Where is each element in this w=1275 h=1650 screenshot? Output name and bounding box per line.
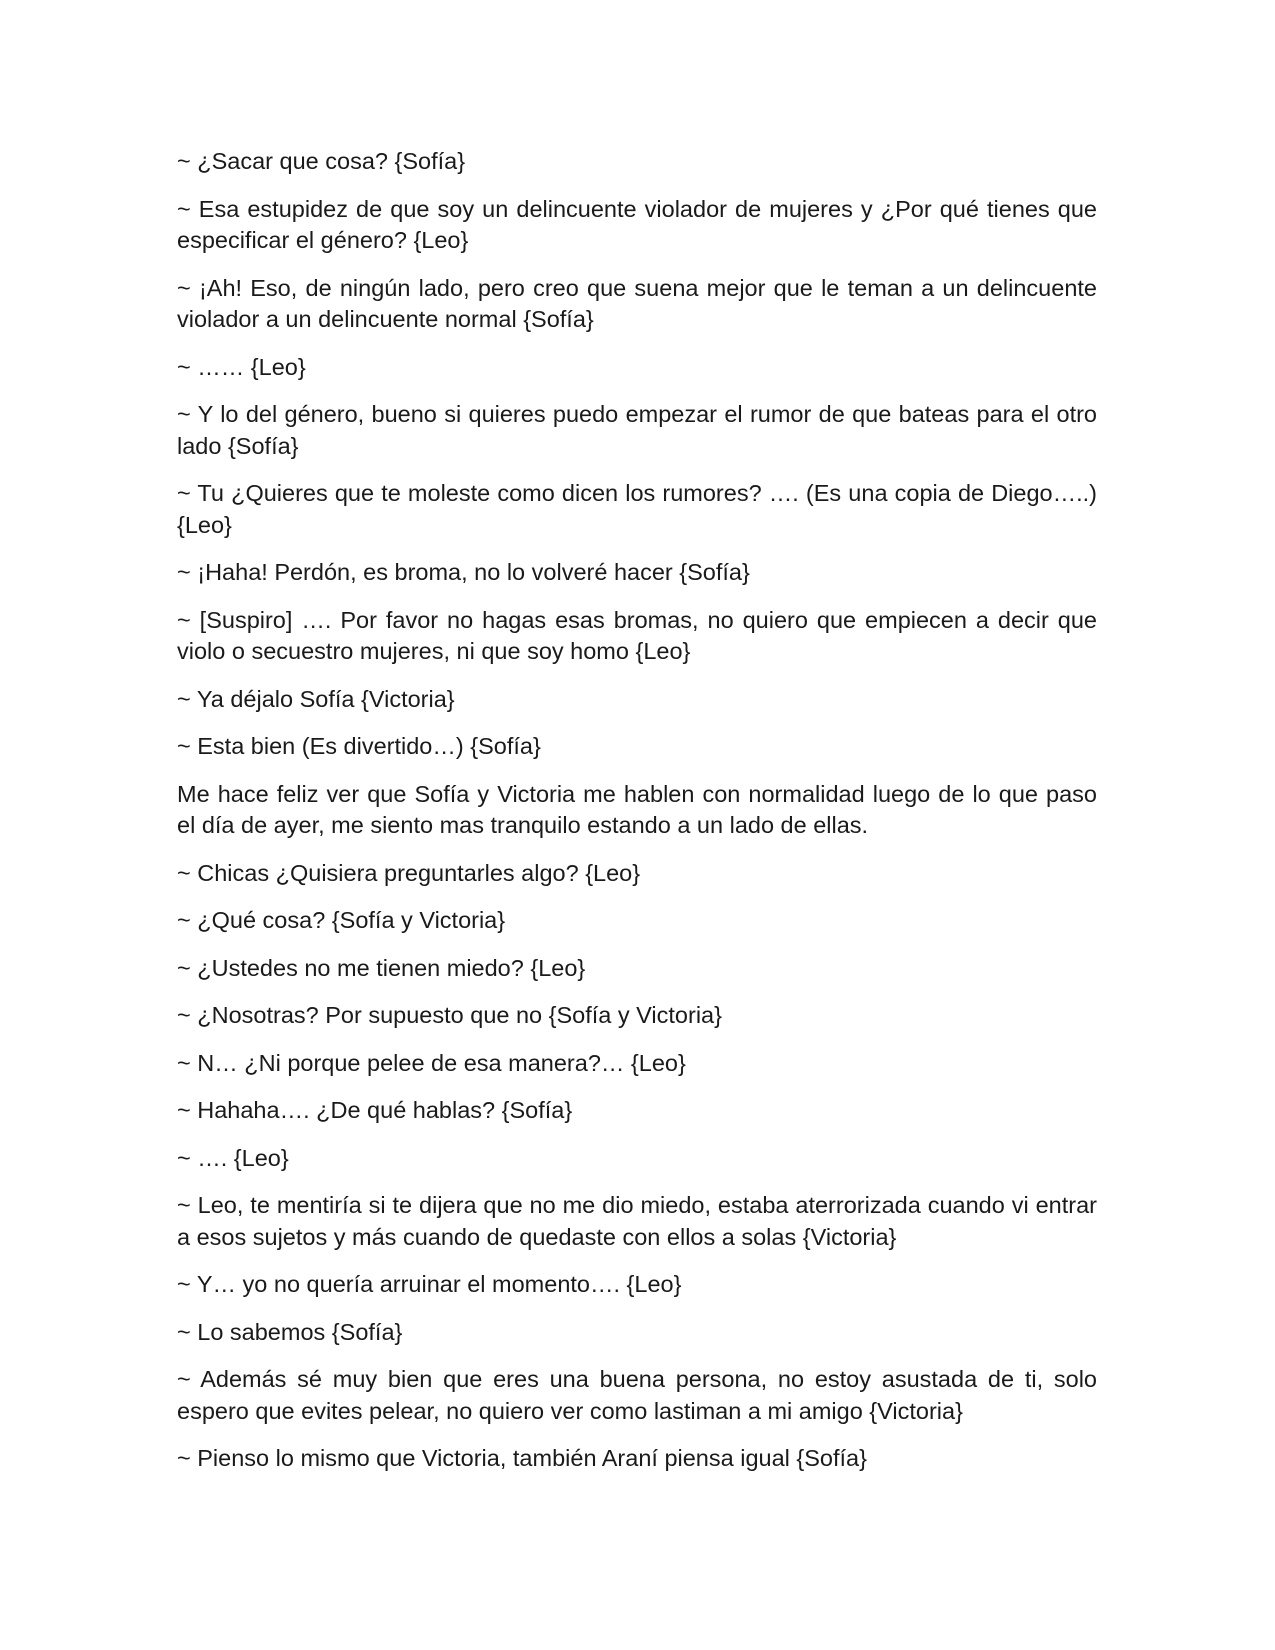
paragraph: ~ Leo, te mentiría si te dijera que no me dio miedo, estaba aterrorizada cuando vi entrar a esos sujetos y más cuando de quedaste con ellos a solas {Victoria} <box>177 1192 1097 1250</box>
paragraph: ~ ¿Nosotras? Por supuesto que no {Sofía y Victoria} <box>177 1002 722 1028</box>
paragraph: ~ Ya déjalo Sofía {Victoria} <box>177 685 455 712</box>
paragraph: ~ ¡Haha! Perdón, es broma, no lo volveré hacer {Sofía} <box>177 559 750 585</box>
paragraph: ~ Y… yo no quería arruinar el momento…. {Leo} <box>177 1271 682 1297</box>
paragraph: ~ [Suspiro] …. Por favor no hagas esas bromas, no quiero que empiecen a decir que violo o secuestro mujeres, ni que soy homo {Leo} <box>177 606 1097 664</box>
dialogue-text <box>177 146 1097 1491</box>
paragraph: ~ Chicas ¿Quisiera preguntarles algo? {Leo} <box>177 859 641 886</box>
paragraph: ~ …. {Leo} <box>177 1144 289 1171</box>
paragraph: ~ Esa estupidez de que soy un delincuente violador de mujeres y ¿Por qué tienes que especificar el género? {Leo} <box>177 195 1097 253</box>
paragraph: ~ Hahaha…. ¿De qué hablas? {Sofía} <box>177 1097 573 1123</box>
paragraph: ~ ¿Ustedes no me tienen miedo? {Leo} <box>177 954 586 981</box>
paragraph: ~ Pienso lo mismo que Victoria, también Araní piensa igual {Sofía} <box>177 1445 867 1471</box>
paragraph: ~ ¡Ah! Eso, de ningún lado, pero creo que suena mejor que le teman a un delincuente violador a un delincuente normal {Sofía} <box>177 274 1097 332</box>
paragraph: ~ Además sé muy bien que eres una buena persona, no estoy asustada de ti, solo espero que evites pelear, no quiero ver como lastiman a mi amigo {Victoria} <box>177 1366 1097 1424</box>
paragraph: ~ ¿Sacar que cosa? {Sofía} <box>177 148 466 174</box>
paragraph: ~ Y lo del género, bueno si quieres puedo empezar el rumor de que bateas para el otro lado {Sofía} <box>177 401 1097 459</box>
paragraph: ~ Lo sabemos {Sofía} <box>177 1318 403 1345</box>
paragraph: ~ …… {Leo} <box>177 353 306 380</box>
paragraph: ~ Esta bien (Es divertido…) {Sofía} <box>177 733 541 759</box>
paragraph: ~ ¿Qué cosa? {Sofía y Victoria} <box>177 907 506 933</box>
paragraph: ~ N… ¿Ni porque pelee de esa manera?… {Leo} <box>177 1049 686 1076</box>
paragraph: ~ Tu ¿Quieres que te moleste como dicen los rumores? …. (Es una copia de Diego…..) {Leo} <box>177 480 1097 538</box>
paragraph: Me hace feliz ver que Sofía y Victoria me hablen con normalidad luego de lo que paso el día de ayer, me siento mas tranquilo estando a un lado de ellas. <box>177 780 1097 838</box>
